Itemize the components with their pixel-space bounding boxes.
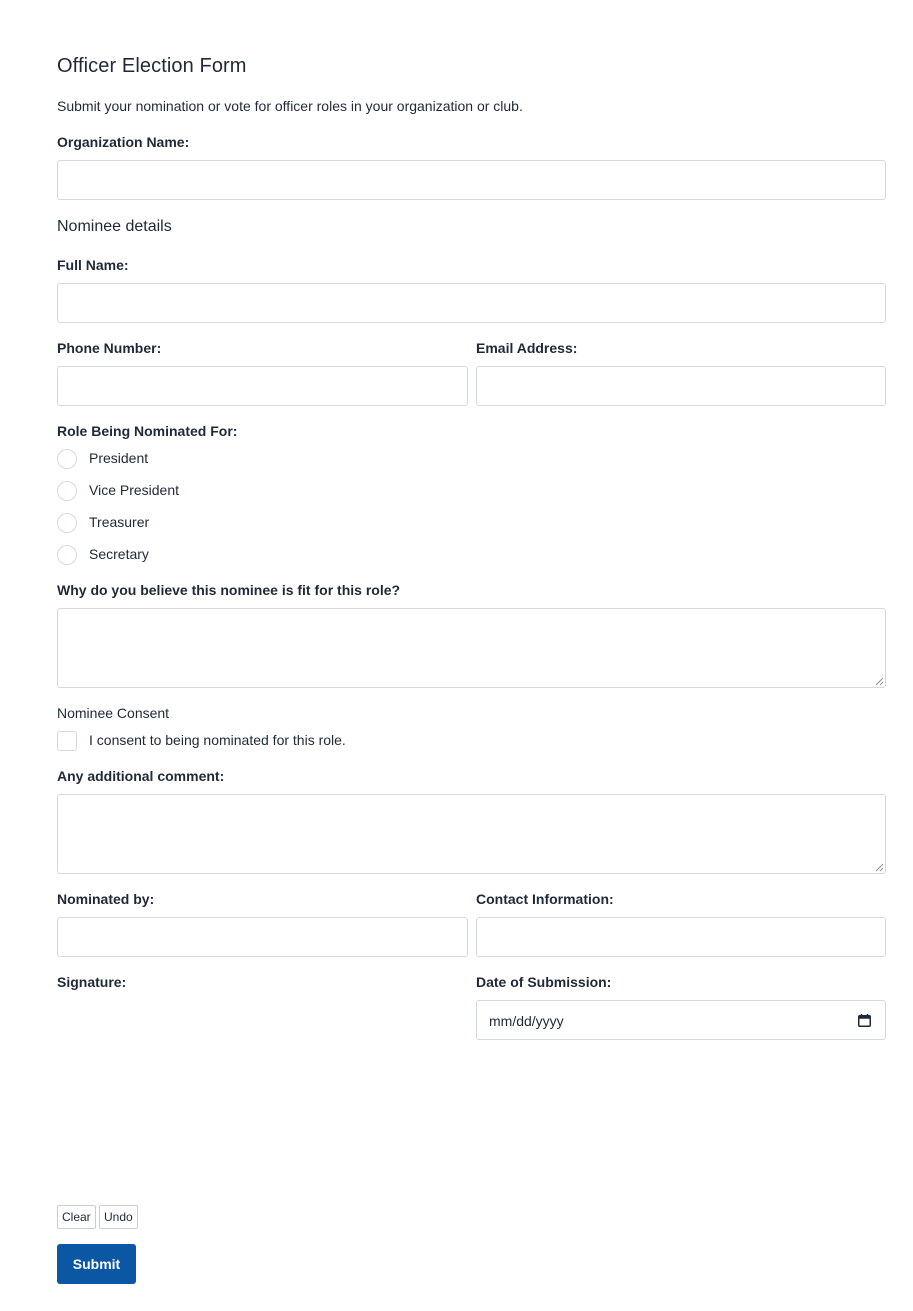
resize-grip-icon[interactable] [875,677,884,686]
date-placeholder: mm/dd/yyyy [489,1013,564,1029]
role-label: Role Being Nominated For: [57,423,238,439]
radio-option-president[interactable] [57,449,357,471]
additional-comment-label: Any additional comment: [57,768,225,784]
radio-option-vice-president[interactable] [57,481,357,503]
nominated-by-input[interactable] [57,917,468,957]
contact-information-input[interactable] [476,917,886,957]
form-title: Officer Election Form [57,55,247,77]
consent-checkbox[interactable] [57,731,77,751]
organization-name-label: Organization Name: [57,134,190,150]
radio-label: Secretary [89,546,149,562]
radio-button[interactable] [57,513,77,533]
why-fit-label: Why do you believe this nominee is fit for this role? [57,582,401,598]
why-fit-textarea[interactable] [57,608,886,688]
signature-pad[interactable] [57,1000,468,1190]
contact-information-label: Contact Information: [476,891,614,907]
phone-number-input[interactable] [57,366,468,406]
consent-checkbox-label: I consent to being nominated for this role. [89,732,346,748]
radio-option-treasurer[interactable] [57,513,357,535]
date-of-submission-input[interactable] [476,1000,886,1040]
radio-option-secretary[interactable] [57,545,357,567]
radio-label: Vice President [89,482,180,498]
full-name-label: Full Name: [57,257,129,273]
additional-comment-textarea[interactable] [57,794,886,874]
email-address-input[interactable] [476,366,886,406]
radio-label: President [89,450,149,466]
signature-label: Signature: [57,974,127,990]
nominee-details-heading: Nominee details [57,218,172,235]
phone-number-label: Phone Number: [57,340,162,356]
signature-undo-button[interactable]: Undo [99,1205,138,1229]
full-name-input[interactable] [57,283,886,323]
radio-button[interactable] [57,545,77,565]
radio-label: Treasurer [89,514,150,530]
nominated-by-label: Nominated by: [57,891,155,907]
form-description: Submit your nomination or vote for officer roles in your organization or club. [57,98,523,114]
submit-button[interactable]: Submit [57,1244,136,1284]
radio-button[interactable] [57,481,77,501]
date-of-submission-label: Date of Submission: [476,974,612,990]
radio-button[interactable] [57,449,77,469]
email-address-label: Email Address: [476,340,578,356]
consent-checkbox-row[interactable] [57,731,457,753]
signature-clear-button[interactable]: Clear [57,1205,96,1229]
organization-name-input[interactable] [57,160,886,200]
calendar-icon[interactable] [858,1014,871,1027]
resize-grip-icon[interactable] [875,863,884,872]
nominee-consent-heading: Nominee Consent [57,705,170,721]
